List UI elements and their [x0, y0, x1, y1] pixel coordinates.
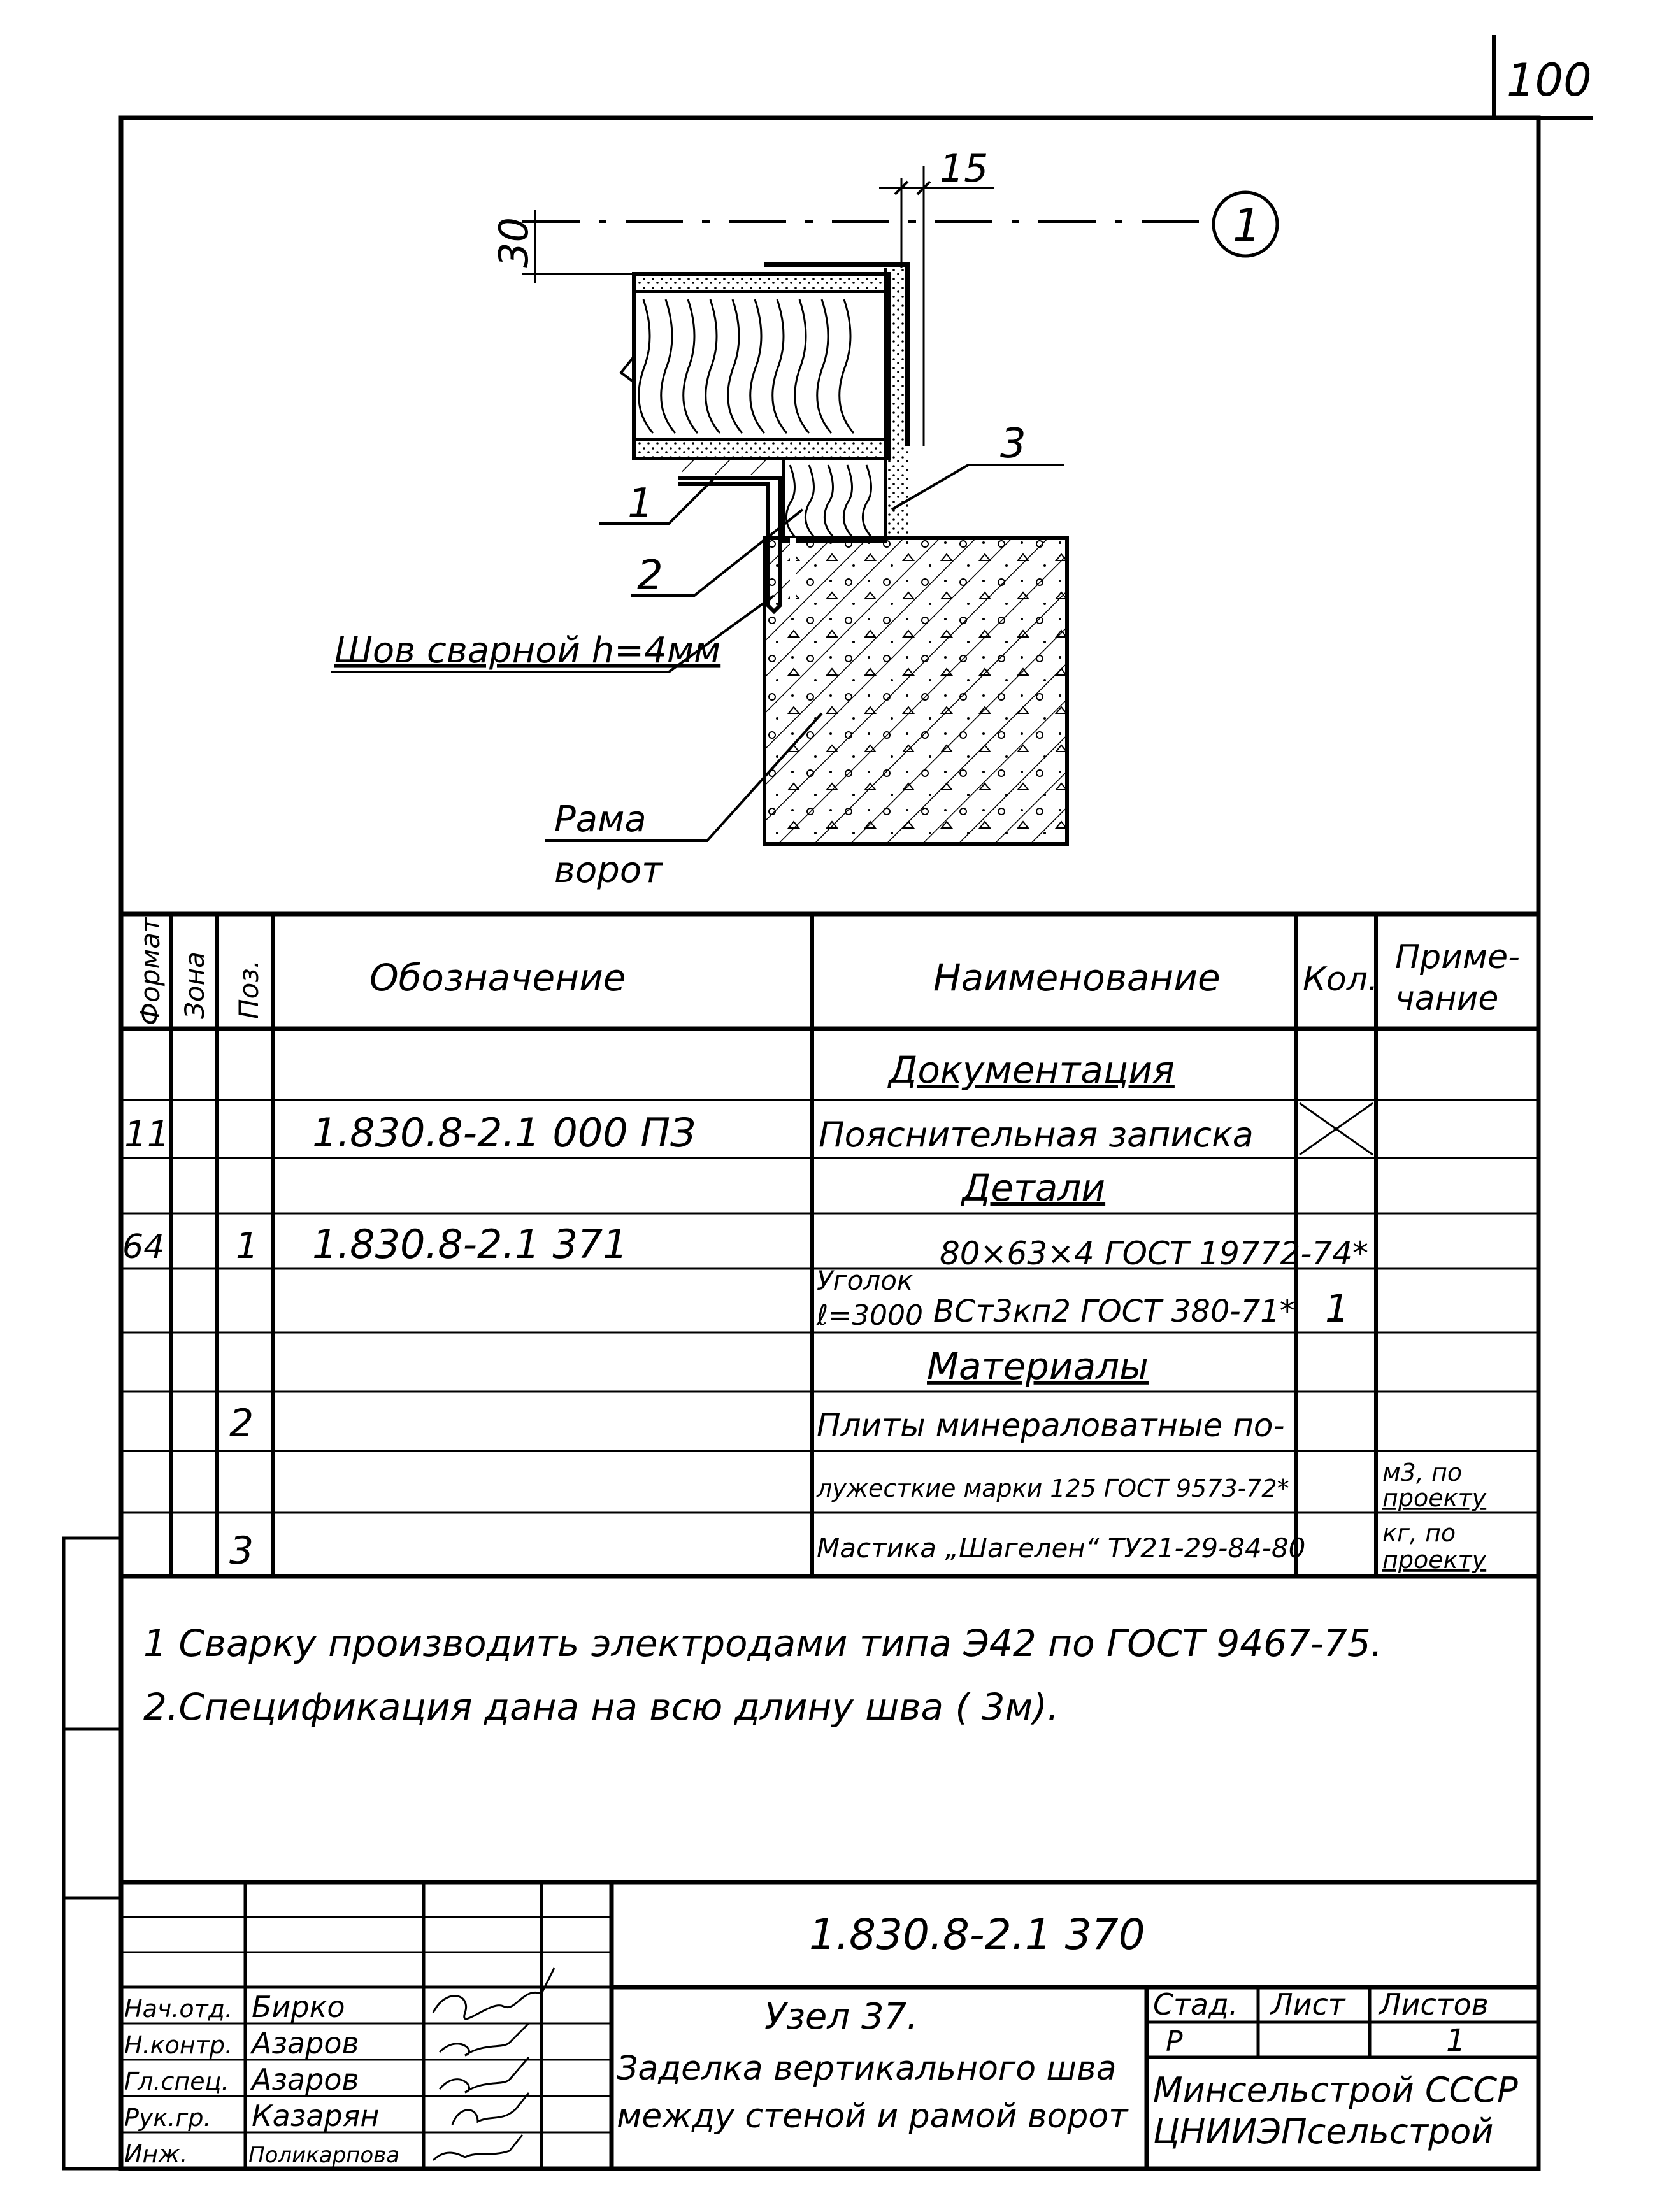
note-1: 1 Сварку производить электродами типа Э42 по ГОСТ 9467-75. — [143, 1622, 1383, 1665]
wall-panel — [634, 274, 889, 459]
node-title-line-2: Заделка вертикального шва — [617, 2050, 1117, 2088]
name-normcontrol: Азаров — [252, 2026, 359, 2060]
role-head: Нач.отд. — [124, 1995, 233, 2023]
role-chief-spec: Гл.спец. — [124, 2067, 229, 2095]
dim-30-text: 30 — [491, 217, 537, 268]
signature — [440, 2057, 529, 2092]
mineral-wool-top — [639, 299, 854, 433]
r2-name: Пояснительная записка — [819, 1115, 1254, 1155]
r7-note-b: проекту — [1382, 1546, 1487, 1574]
role-engineer: Инж. — [124, 2140, 188, 2168]
leader-pos3 — [892, 465, 1064, 510]
panel-skin-bottom — [634, 439, 889, 459]
stage-value: Р — [1166, 2025, 1183, 2058]
r6-name-b: лужесткие марки 125 ГОСТ 9573-72* — [817, 1474, 1289, 1502]
sealant-strip — [885, 268, 908, 535]
weld-gap — [790, 538, 796, 608]
gate-frame-concrete-aggregate — [764, 538, 1067, 844]
org-ministry: Минсельстрой СССР — [1153, 2070, 1518, 2110]
r7-name: Мастика „Шагелен“ ТУ21-29-84-80 — [817, 1532, 1306, 1564]
sheets-header: Листов — [1379, 1987, 1489, 2022]
r2-designation: 1.830.8-2.1 000 ПЗ — [312, 1110, 696, 1156]
name-engineer: Поликарпова — [248, 2143, 400, 2168]
header-note-2: чание — [1395, 980, 1499, 1018]
mineral-wool-lower-fibres — [786, 465, 873, 538]
r6-name-a: Плиты минераловатные по- — [817, 1407, 1285, 1444]
sheet-header: Лист — [1271, 1987, 1345, 2022]
org-institute: ЦНИИЭПсельстрой — [1153, 2111, 1494, 2151]
r4-designation: 1.830.8-2.1 371 — [312, 1221, 628, 1267]
signature — [440, 2023, 529, 2055]
r4-name-a: Уголок — [817, 1265, 913, 1296]
section-docs: Документация — [889, 1048, 1175, 1092]
mineral-wool-lower — [784, 459, 885, 541]
node-drawing — [331, 146, 1277, 891]
role-group-lead: Рук.гр. — [124, 2104, 211, 2132]
sheet-number: 100 — [1507, 54, 1592, 106]
name-head: Бирко — [252, 1990, 345, 2024]
node-title: Узел 37. — [764, 1996, 919, 2037]
panel-skin-top — [634, 274, 889, 292]
role-normcontrol: Н.контр. — [124, 2031, 233, 2059]
frame-label-1: Рама — [554, 799, 647, 840]
r6-note-b: проекту — [1382, 1484, 1487, 1512]
signature — [433, 2135, 522, 2160]
axis-callout-number: 1 — [1233, 199, 1261, 252]
weld-label: Шов сварной h=4мм — [334, 630, 721, 671]
note-2: 2.Спецификация дана на всю длину шва ( 3м). — [143, 1685, 1059, 1729]
name-group-lead: Казарян — [252, 2099, 380, 2133]
frame-label-2: ворот — [554, 850, 663, 891]
section-materials: Материалы — [927, 1345, 1149, 1388]
label-pos3: 3 — [1000, 420, 1026, 467]
header-format: Формат — [134, 917, 166, 1025]
header-zone: Зона — [179, 952, 210, 1019]
r7-note-a: кг, по — [1382, 1519, 1456, 1547]
r6-note-a: м3, по — [1382, 1459, 1463, 1487]
weld-under-panel — [682, 460, 777, 475]
signature — [433, 1968, 554, 2019]
sheets-value: 1 — [1446, 2023, 1466, 2059]
header-name: Наименование — [933, 956, 1221, 999]
r4-name-d: ВСт3кп2 ГОСТ 380-71* — [933, 1294, 1295, 1329]
header-qty: Кол. — [1303, 960, 1379, 999]
label-pos1: 1 — [627, 480, 654, 527]
spec-table — [121, 914, 1538, 1576]
r4-pos: 1 — [236, 1225, 259, 1267]
r4-qty: 1 — [1325, 1287, 1350, 1331]
title-block — [121, 1882, 1538, 2169]
header-note-1: Приме- — [1395, 938, 1520, 976]
dim-15-text: 15 — [940, 146, 989, 191]
drawing-code: 1.830.8-2.1 370 — [809, 1910, 1145, 1959]
section-parts: Детали — [962, 1166, 1106, 1209]
r7-pos: 3 — [229, 1529, 254, 1573]
node-title-line-3: между стеной и рамой ворот — [617, 2097, 1128, 2136]
header-pos: Поз. — [233, 960, 264, 1019]
signature — [452, 2093, 529, 2125]
stage-header: Стад. — [1153, 1987, 1238, 2022]
label-pos2: 2 — [637, 552, 663, 599]
r4-name-c: ℓ=3000 — [817, 1299, 924, 1332]
r6-pos: 2 — [229, 1401, 254, 1446]
r2-format: 11 — [124, 1114, 170, 1155]
r4-name-b: 80×63×4 ГОСТ 19772-74* — [940, 1235, 1369, 1272]
r4-format: 64 — [122, 1228, 165, 1266]
binding-strip — [64, 1538, 121, 2169]
header-designation: Обозначение — [369, 956, 626, 999]
name-chief-spec: Азаров — [252, 2062, 359, 2097]
